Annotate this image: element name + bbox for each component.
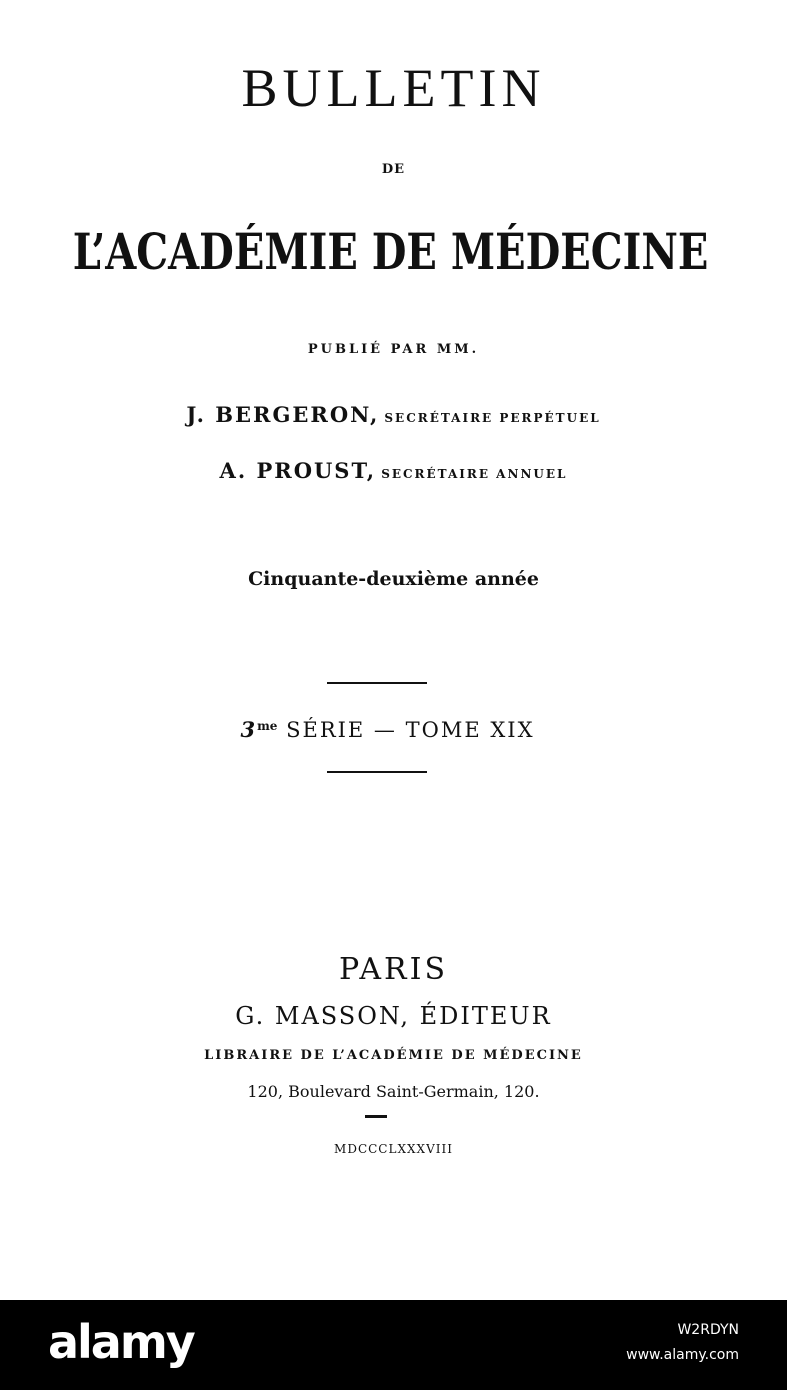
divider-rule [327,682,427,684]
series-line [0,712,781,744]
image-id: W2RDYN [677,1322,739,1338]
divider-rule [327,771,427,773]
divider-dash [365,1115,387,1118]
address: 120, Boulevard Saint-Germain, 120. [247,1082,540,1101]
academy-name: L’ACADÉMIE DE MÉDECINE [72,222,709,281]
editor-line-1 [0,400,787,433]
bookseller: LIBRAIRE DE L’ACADÉMIE DE MÉDECINE [204,1048,583,1063]
editor-line-2 [0,456,787,489]
editor-role: SECRÉTAIRE PERPÉTUEL [384,411,601,425]
publication-date: MDCCCLXXXVIII [334,1142,453,1156]
editor-name: A. PROUST, [219,458,377,483]
editor-name: J. BERGERON, [186,402,380,427]
city: PARIS [338,952,449,987]
series-number: 3 [240,717,258,742]
alamy-logo: alamy [48,1315,194,1369]
site-url: www.alamy.com [626,1347,739,1363]
series-suffix: me [257,719,278,733]
conjunction-de: DE [381,162,406,177]
published-by: PUBLIÉ PAR MM. [307,342,480,357]
bulletin-title: BULLETIN [241,58,546,118]
series-tome: SÉRIE — TOME XIX [277,718,535,742]
editor-role: SECRÉTAIRE ANNUEL [381,467,568,481]
year-line: Cinquante-deuxième année [248,568,539,590]
publisher: G. MASSON, ÉDITEUR [235,1002,552,1030]
